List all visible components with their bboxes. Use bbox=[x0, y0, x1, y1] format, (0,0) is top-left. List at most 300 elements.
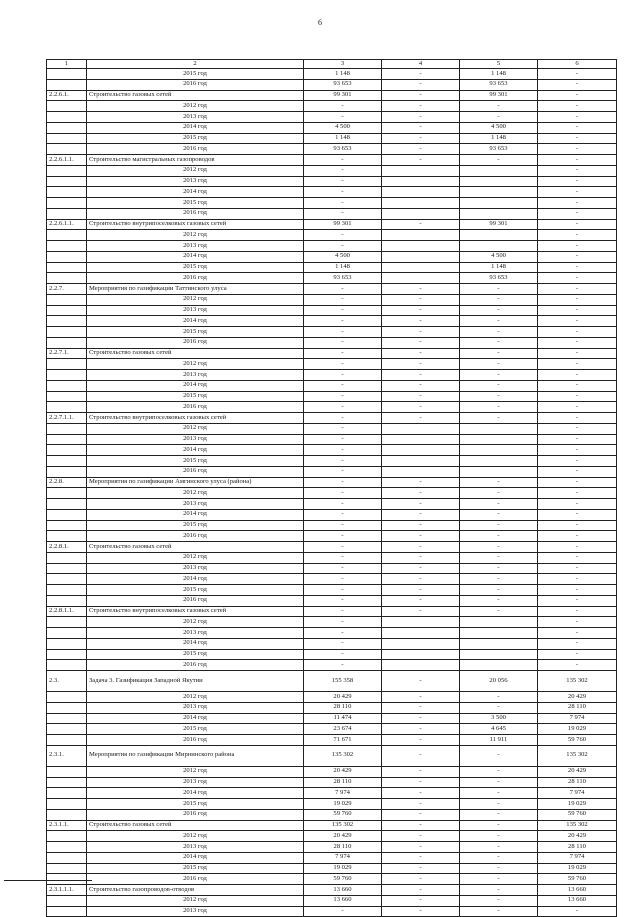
row-code-cell bbox=[47, 842, 87, 853]
other-sources-cell: - bbox=[538, 660, 617, 671]
federal-budget-cell: - bbox=[382, 702, 460, 713]
total-cell: - bbox=[304, 563, 382, 574]
row-name-cell: 2016 год bbox=[87, 531, 304, 542]
row-name-cell: 2016 год bbox=[87, 337, 304, 348]
row-code-cell bbox=[47, 724, 87, 735]
row-code-cell bbox=[47, 316, 87, 327]
regional-budget-cell bbox=[460, 176, 538, 187]
other-sources-cell: - bbox=[538, 155, 617, 166]
other-sources-cell: - bbox=[538, 69, 617, 80]
row-name-cell: 2015 год bbox=[87, 456, 304, 467]
other-sources-cell: - bbox=[538, 391, 617, 402]
row-name-cell: 2016 год bbox=[87, 735, 304, 746]
row-code-cell bbox=[47, 445, 87, 456]
federal-budget-cell bbox=[382, 649, 460, 660]
total-cell: - bbox=[304, 337, 382, 348]
row-code-cell: 2.3.1. bbox=[47, 745, 87, 766]
other-sources-cell: - bbox=[538, 133, 617, 144]
row-name-cell: 2012 год bbox=[87, 101, 304, 112]
row-name-cell: 2016 год bbox=[87, 402, 304, 413]
regional-budget-cell: - bbox=[460, 370, 538, 381]
federal-budget-cell bbox=[382, 434, 460, 445]
other-sources-cell: - bbox=[538, 423, 617, 434]
row-name-cell: 2013 год bbox=[87, 241, 304, 252]
row-name-cell: 2015 год bbox=[87, 262, 304, 273]
row-code-cell bbox=[47, 552, 87, 563]
row-code-cell bbox=[47, 799, 87, 810]
other-sources-cell: - bbox=[538, 531, 617, 542]
row-code-cell bbox=[47, 628, 87, 639]
regional-budget-cell: - bbox=[460, 391, 538, 402]
regional-budget-cell: - bbox=[460, 831, 538, 842]
row-code-cell bbox=[47, 198, 87, 209]
row-code-cell bbox=[47, 852, 87, 863]
federal-budget-cell bbox=[382, 165, 460, 176]
table-row bbox=[47, 509, 617, 520]
total-cell: - bbox=[304, 499, 382, 510]
row-code-cell bbox=[47, 563, 87, 574]
regional-budget-cell bbox=[460, 198, 538, 209]
regional-budget-cell: - bbox=[460, 606, 538, 617]
other-sources-cell: - bbox=[538, 542, 617, 553]
row-name-cell: 2014 год bbox=[87, 380, 304, 391]
federal-budget-cell: - bbox=[382, 380, 460, 391]
other-sources-cell: - bbox=[538, 413, 617, 424]
row-code-cell bbox=[47, 466, 87, 477]
regional-budget-cell: - bbox=[460, 488, 538, 499]
row-code-cell bbox=[47, 176, 87, 187]
row-name-cell: 2012 год bbox=[87, 766, 304, 777]
row-name-cell: 2014 год bbox=[87, 187, 304, 198]
federal-budget-cell: - bbox=[382, 509, 460, 520]
total-cell: - bbox=[304, 112, 382, 123]
federal-budget-cell: - bbox=[382, 531, 460, 542]
regional-budget-cell: - bbox=[460, 316, 538, 327]
row-code-cell bbox=[47, 434, 87, 445]
row-name-cell: 2013 год bbox=[87, 434, 304, 445]
table-row bbox=[47, 370, 617, 381]
table-row bbox=[47, 466, 617, 477]
row-name-cell: 2014 год bbox=[87, 251, 304, 262]
table-row bbox=[47, 208, 617, 219]
regional-budget-cell: 99 301 bbox=[460, 219, 538, 230]
other-sources-cell: - bbox=[538, 122, 617, 133]
other-sources-cell: - bbox=[538, 370, 617, 381]
total-cell: - bbox=[304, 466, 382, 477]
table-row bbox=[47, 359, 617, 370]
total-cell: - bbox=[304, 606, 382, 617]
table-row bbox=[47, 380, 617, 391]
other-sources-cell: - bbox=[538, 585, 617, 596]
total-cell: - bbox=[304, 101, 382, 112]
total-cell: 20 429 bbox=[304, 766, 382, 777]
row-name-cell: Строительство газовых сетей bbox=[87, 348, 304, 359]
regional-budget-cell bbox=[460, 628, 538, 639]
other-sources-cell: 135 302 bbox=[538, 820, 617, 831]
total-cell: - bbox=[304, 434, 382, 445]
row-name-cell: Строительство внутрипоселковых газовых сетей bbox=[87, 413, 304, 424]
table-row bbox=[47, 219, 617, 230]
total-cell: - bbox=[304, 628, 382, 639]
table-row bbox=[47, 122, 617, 133]
other-sources-cell: - bbox=[538, 251, 617, 262]
regional-budget-cell bbox=[460, 466, 538, 477]
federal-budget-cell: - bbox=[382, 133, 460, 144]
row-code-cell bbox=[47, 617, 87, 628]
total-cell: 59 760 bbox=[304, 809, 382, 820]
table-row bbox=[47, 176, 617, 187]
row-name-cell: 2012 год bbox=[87, 230, 304, 241]
federal-budget-cell: - bbox=[382, 788, 460, 799]
row-name-cell: 2015 год bbox=[87, 133, 304, 144]
total-cell: - bbox=[304, 305, 382, 316]
header-cell: 4 bbox=[382, 60, 460, 69]
row-name-cell: 2014 год bbox=[87, 316, 304, 327]
regional-budget-cell: 99 301 bbox=[460, 90, 538, 101]
federal-budget-cell: - bbox=[382, 499, 460, 510]
total-cell: - bbox=[304, 391, 382, 402]
table-row bbox=[47, 165, 617, 176]
total-cell: - bbox=[304, 284, 382, 295]
table-row bbox=[47, 831, 617, 842]
row-name-cell: 2014 год bbox=[87, 852, 304, 863]
row-name-cell: 2012 год bbox=[87, 165, 304, 176]
regional-budget-cell: - bbox=[460, 327, 538, 338]
row-name-cell: Строительство внутрипоселковых газовых сетей bbox=[87, 606, 304, 617]
row-code-cell bbox=[47, 638, 87, 649]
other-sources-cell: - bbox=[538, 595, 617, 606]
federal-budget-cell: - bbox=[382, 101, 460, 112]
table-row bbox=[47, 702, 617, 713]
row-name-cell: 2014 год bbox=[87, 713, 304, 724]
table-row bbox=[47, 499, 617, 510]
row-code-cell bbox=[47, 165, 87, 176]
regional-budget-cell: - bbox=[460, 402, 538, 413]
total-cell: 28 110 bbox=[304, 777, 382, 788]
federal-budget-cell: - bbox=[382, 874, 460, 885]
other-sources-cell: 19 029 bbox=[538, 724, 617, 735]
federal-budget-cell: - bbox=[382, 294, 460, 305]
other-sources-cell: - bbox=[538, 187, 617, 198]
other-sources-cell: - bbox=[538, 348, 617, 359]
row-code-cell bbox=[47, 735, 87, 746]
row-name-cell: 2013 год bbox=[87, 906, 304, 917]
total-cell: 19 029 bbox=[304, 863, 382, 874]
total-cell: - bbox=[304, 402, 382, 413]
total-cell: - bbox=[304, 585, 382, 596]
row-code-cell bbox=[47, 831, 87, 842]
federal-budget-cell: - bbox=[382, 895, 460, 906]
other-sources-cell: - bbox=[538, 284, 617, 295]
other-sources-cell: - bbox=[538, 434, 617, 445]
regional-budget-cell: - bbox=[460, 531, 538, 542]
other-sources-cell: - bbox=[538, 144, 617, 155]
federal-budget-cell: - bbox=[382, 606, 460, 617]
federal-budget-cell bbox=[382, 628, 460, 639]
row-code-cell bbox=[47, 777, 87, 788]
regional-budget-cell bbox=[460, 423, 538, 434]
row-code-cell bbox=[47, 520, 87, 531]
other-sources-cell: 20 429 bbox=[538, 692, 617, 703]
table-row bbox=[47, 187, 617, 198]
row-name-cell: Строительство газовых сетей bbox=[87, 90, 304, 101]
table-row bbox=[47, 284, 617, 295]
total-cell: - bbox=[304, 552, 382, 563]
other-sources-cell: - bbox=[538, 488, 617, 499]
total-cell: 71 671 bbox=[304, 735, 382, 746]
regional-budget-cell: - bbox=[460, 101, 538, 112]
total-cell: - bbox=[304, 660, 382, 671]
federal-budget-cell: - bbox=[382, 735, 460, 746]
table-row bbox=[47, 79, 617, 90]
regional-budget-cell: - bbox=[460, 788, 538, 799]
federal-budget-cell: - bbox=[382, 842, 460, 853]
row-code-cell: 2.2.8.1. bbox=[47, 542, 87, 553]
row-code-cell bbox=[47, 79, 87, 90]
regional-budget-cell: 93 653 bbox=[460, 79, 538, 90]
row-code-cell: 2.2.6.1.1. bbox=[47, 219, 87, 230]
other-sources-cell: 19 029 bbox=[538, 799, 617, 810]
table-row bbox=[47, 241, 617, 252]
regional-budget-cell bbox=[460, 660, 538, 671]
other-sources-cell: 135 302 bbox=[538, 745, 617, 766]
regional-budget-cell: - bbox=[460, 499, 538, 510]
header-cell: 3 bbox=[304, 60, 382, 69]
table-row bbox=[47, 852, 617, 863]
total-cell: - bbox=[304, 574, 382, 585]
other-sources-cell: - bbox=[538, 90, 617, 101]
federal-budget-cell: - bbox=[382, 713, 460, 724]
regional-budget-cell: 3 500 bbox=[460, 713, 538, 724]
header-cell: 2 bbox=[87, 60, 304, 69]
table-row bbox=[47, 842, 617, 853]
regional-budget-cell bbox=[460, 208, 538, 219]
federal-budget-cell bbox=[382, 638, 460, 649]
row-code-cell bbox=[47, 122, 87, 133]
row-code-cell: 2.2.7. bbox=[47, 284, 87, 295]
other-sources-cell: - bbox=[538, 638, 617, 649]
federal-budget-cell: - bbox=[382, 671, 460, 692]
federal-budget-cell bbox=[382, 423, 460, 434]
federal-budget-cell: - bbox=[382, 563, 460, 574]
regional-budget-cell: - bbox=[460, 574, 538, 585]
table-header-row bbox=[47, 60, 617, 69]
table-row bbox=[47, 520, 617, 531]
total-cell: - bbox=[304, 423, 382, 434]
regional-budget-cell: - bbox=[460, 585, 538, 596]
federal-budget-cell: - bbox=[382, 852, 460, 863]
federal-budget-cell: - bbox=[382, 359, 460, 370]
row-code-cell bbox=[47, 305, 87, 316]
regional-budget-cell: 93 653 bbox=[460, 273, 538, 284]
header-cell: 6 bbox=[538, 60, 617, 69]
row-name-cell: 2016 год bbox=[87, 79, 304, 90]
table-row bbox=[47, 745, 617, 766]
row-code-cell bbox=[47, 863, 87, 874]
regional-budget-cell: 1 148 bbox=[460, 69, 538, 80]
regional-budget-cell: 11 911 bbox=[460, 735, 538, 746]
table-row bbox=[47, 488, 617, 499]
other-sources-cell: - bbox=[538, 327, 617, 338]
total-cell: 11 474 bbox=[304, 713, 382, 724]
regional-budget-cell: - bbox=[460, 766, 538, 777]
table-row bbox=[47, 638, 617, 649]
regional-budget-cell: - bbox=[460, 595, 538, 606]
total-cell: - bbox=[304, 488, 382, 499]
footnote-divider bbox=[4, 880, 92, 881]
total-cell: - bbox=[304, 649, 382, 660]
federal-budget-cell: - bbox=[382, 906, 460, 917]
row-name-cell: Мероприятия по газификации Мирнинского района bbox=[87, 745, 304, 766]
row-name-cell: 2013 год bbox=[87, 499, 304, 510]
total-cell: - bbox=[304, 198, 382, 209]
federal-budget-cell: - bbox=[382, 831, 460, 842]
federal-budget-cell: - bbox=[382, 777, 460, 788]
row-name-cell: 2012 год bbox=[87, 692, 304, 703]
other-sources-cell: - bbox=[538, 198, 617, 209]
federal-budget-cell bbox=[382, 466, 460, 477]
total-cell: 4 500 bbox=[304, 122, 382, 133]
row-code-cell bbox=[47, 499, 87, 510]
row-name-cell: 2016 год bbox=[87, 466, 304, 477]
regional-budget-cell: - bbox=[460, 863, 538, 874]
total-cell: - bbox=[304, 380, 382, 391]
regional-budget-cell: 20 056 bbox=[460, 671, 538, 692]
table-row bbox=[47, 735, 617, 746]
row-code-cell: 2.2.6.1. bbox=[47, 90, 87, 101]
row-name-cell: 2015 год bbox=[87, 724, 304, 735]
total-cell: - bbox=[304, 638, 382, 649]
total-cell: 13 660 bbox=[304, 885, 382, 896]
regional-budget-cell bbox=[460, 165, 538, 176]
row-code-cell bbox=[47, 370, 87, 381]
table-row bbox=[47, 423, 617, 434]
table-row bbox=[47, 542, 617, 553]
federal-budget-cell: - bbox=[382, 542, 460, 553]
federal-budget-cell: - bbox=[382, 122, 460, 133]
other-sources-cell: - bbox=[538, 273, 617, 284]
table-row bbox=[47, 112, 617, 123]
regional-budget-cell bbox=[460, 230, 538, 241]
regional-budget-cell bbox=[460, 638, 538, 649]
federal-budget-cell bbox=[382, 241, 460, 252]
row-name-cell: 2016 год bbox=[87, 874, 304, 885]
row-name-cell: 2013 год bbox=[87, 628, 304, 639]
regional-budget-cell: 4 500 bbox=[460, 251, 538, 262]
table-row bbox=[47, 101, 617, 112]
row-name-cell: 2013 год bbox=[87, 702, 304, 713]
total-cell: - bbox=[304, 370, 382, 381]
row-code-cell: 2.2.8. bbox=[47, 477, 87, 488]
row-name-cell: 2013 год bbox=[87, 563, 304, 574]
table-row bbox=[47, 799, 617, 810]
regional-budget-cell: - bbox=[460, 906, 538, 917]
federal-budget-cell: - bbox=[382, 337, 460, 348]
other-sources-cell: - bbox=[538, 230, 617, 241]
total-cell: 155 358 bbox=[304, 671, 382, 692]
total-cell: 20 429 bbox=[304, 831, 382, 842]
table-row bbox=[47, 671, 617, 692]
regional-budget-cell: 1 148 bbox=[460, 262, 538, 273]
other-sources-cell: - bbox=[538, 294, 617, 305]
table-row bbox=[47, 251, 617, 262]
row-code-cell: 2.3. bbox=[47, 671, 87, 692]
table-row bbox=[47, 477, 617, 488]
table-row bbox=[47, 90, 617, 101]
row-name-cell: 2013 год bbox=[87, 176, 304, 187]
federal-budget-cell: - bbox=[382, 585, 460, 596]
total-cell: 1 148 bbox=[304, 69, 382, 80]
regional-budget-cell: - bbox=[460, 359, 538, 370]
other-sources-cell: - bbox=[538, 617, 617, 628]
regional-budget-cell: - bbox=[460, 745, 538, 766]
row-code-cell: 2.2.6.1.1. bbox=[47, 155, 87, 166]
row-name-cell: 2012 год bbox=[87, 552, 304, 563]
row-code-cell bbox=[47, 660, 87, 671]
row-code-cell bbox=[47, 208, 87, 219]
row-name-cell: Строительство газовых сетей bbox=[87, 820, 304, 831]
regional-budget-cell: - bbox=[460, 552, 538, 563]
row-name-cell: 2014 год bbox=[87, 509, 304, 520]
other-sources-cell: - bbox=[538, 574, 617, 585]
row-code-cell bbox=[47, 294, 87, 305]
other-sources-cell: 59 760 bbox=[538, 809, 617, 820]
federal-budget-cell: - bbox=[382, 391, 460, 402]
federal-budget-cell: - bbox=[382, 863, 460, 874]
row-code-cell bbox=[47, 713, 87, 724]
row-code-cell bbox=[47, 133, 87, 144]
total-cell: - bbox=[304, 316, 382, 327]
other-sources-cell: - bbox=[538, 316, 617, 327]
federal-budget-cell: - bbox=[382, 90, 460, 101]
regional-budget-cell: - bbox=[460, 284, 538, 295]
row-name-cell: 2015 год bbox=[87, 649, 304, 660]
total-cell: 1 148 bbox=[304, 133, 382, 144]
row-name-cell: 2014 год bbox=[87, 445, 304, 456]
other-sources-cell: - bbox=[538, 305, 617, 316]
federal-budget-cell: - bbox=[382, 155, 460, 166]
row-name-cell: 2015 год bbox=[87, 863, 304, 874]
row-name-cell: 2015 год bbox=[87, 391, 304, 402]
table-row bbox=[47, 820, 617, 831]
federal-budget-cell: - bbox=[382, 413, 460, 424]
other-sources-cell: - bbox=[538, 112, 617, 123]
table-row bbox=[47, 348, 617, 359]
other-sources-cell: - bbox=[538, 520, 617, 531]
federal-budget-cell bbox=[382, 251, 460, 262]
other-sources-cell: - bbox=[538, 906, 617, 917]
row-code-cell bbox=[47, 273, 87, 284]
row-name-cell: 2015 год bbox=[87, 585, 304, 596]
total-cell: 93 653 bbox=[304, 144, 382, 155]
table-row bbox=[47, 262, 617, 273]
table-row bbox=[47, 724, 617, 735]
federal-budget-cell: - bbox=[382, 477, 460, 488]
table-row bbox=[47, 885, 617, 896]
row-code-cell bbox=[47, 69, 87, 80]
regional-budget-cell: - bbox=[460, 777, 538, 788]
federal-budget-cell: - bbox=[382, 766, 460, 777]
row-code-cell bbox=[47, 251, 87, 262]
header-cell: 5 bbox=[460, 60, 538, 69]
other-sources-cell: - bbox=[538, 477, 617, 488]
federal-budget-cell: - bbox=[382, 69, 460, 80]
table-row bbox=[47, 445, 617, 456]
other-sources-cell: - bbox=[538, 456, 617, 467]
table-row bbox=[47, 273, 617, 284]
regional-budget-cell: - bbox=[460, 852, 538, 863]
other-sources-cell: 7 974 bbox=[538, 713, 617, 724]
